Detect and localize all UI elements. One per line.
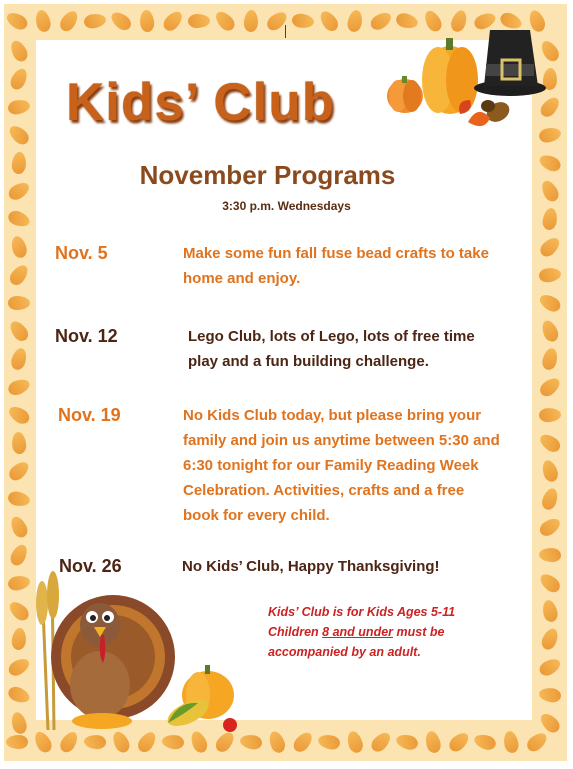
autumn-leaf-icon [539, 318, 560, 344]
autumn-leaf-icon [160, 8, 185, 34]
program-date: Nov. 26 [59, 556, 122, 576]
autumn-leaf-icon [8, 296, 30, 310]
autumn-leaf-icon [540, 458, 560, 483]
autumn-leaf-icon [524, 730, 550, 755]
autumn-leaf-icon [291, 13, 315, 30]
program-description: Make some fun fall fuse bead crafts to take home and enjoy. [183, 245, 489, 287]
autumn-leaf-icon [8, 66, 30, 92]
autumn-leaf-icon [9, 346, 29, 371]
autumn-leaf-icon [537, 375, 563, 400]
autumn-leaf-icon [395, 732, 420, 751]
autumn-leaf-icon [538, 267, 562, 284]
autumn-leaf-icon [539, 408, 561, 423]
autumn-leaf-icon [212, 8, 237, 34]
age-note: Kids’ Club is for Kids Ages 5-11 Children 8 and under must be accompanied by an adult. [268, 605, 456, 659]
autumn-leaf-icon [537, 234, 563, 259]
text-cursor [285, 25, 286, 38]
autumn-leaf-icon [346, 9, 364, 33]
program-date: Nov. 5 [55, 243, 108, 263]
autumn-leaf-icon [83, 12, 107, 29]
autumn-leaf-icon [188, 14, 210, 28]
autumn-leaf-icon [57, 8, 81, 34]
autumn-leaf-icon [6, 122, 32, 147]
autumn-leaf-icon [537, 431, 563, 455]
autumn-leaf-icon [424, 730, 443, 755]
program-date: Nov. 19 [58, 405, 121, 425]
autumn-leaf-icon [267, 729, 288, 754]
autumn-leaf-icon [537, 152, 563, 174]
autumn-leaf-icon [368, 729, 393, 755]
page-title: Kids’ Club [66, 73, 336, 132]
autumn-leaf-icon [446, 729, 472, 754]
autumn-leaf-icon [8, 38, 30, 64]
autumn-leaf-icon [11, 431, 27, 454]
small-pumpkin-icon [387, 76, 423, 113]
autumn-leaf-icon [538, 687, 562, 704]
autumn-leaf-icon [539, 547, 562, 562]
program-description: No Kids’ Club, Happy Thanksgiving! [182, 558, 440, 575]
autumn-leaf-icon [540, 486, 560, 511]
autumn-leaf-icon [7, 490, 31, 508]
autumn-leaf-icon [139, 9, 155, 32]
autumn-leaf-icon [264, 9, 290, 34]
autumn-leaf-icon [34, 9, 53, 34]
autumn-leaf-icon [317, 8, 341, 34]
autumn-leaf-icon [537, 571, 563, 596]
autumn-leaf-icon [539, 626, 561, 652]
autumn-leaf-icon [8, 514, 30, 540]
autumn-leaf-icon [537, 515, 563, 539]
page-subtitle: November Programs [139, 160, 396, 190]
apple-icon [223, 718, 237, 732]
autumn-leaf-icon [345, 729, 365, 754]
turkey-harvest-decoration [18, 565, 248, 740]
program-description: No Kids Club today, but please bring your family and join us anytime between 5:30 and 6:30 tonight for our Family Reading Week Celebration. Activities, crafts and a free book for every child. [183, 407, 500, 524]
autumn-leaf-icon [243, 10, 258, 33]
autumn-leaf-icon [472, 732, 497, 752]
autumn-leaf-icon [537, 291, 563, 314]
autumn-leaf-icon [7, 318, 31, 344]
autumn-leaf-icon [541, 599, 560, 624]
pumpkin-hat-decoration [380, 22, 550, 137]
autumn-leaf-icon [4, 9, 30, 32]
autumn-leaf-icon [6, 458, 32, 483]
autumn-leaf-icon [6, 377, 32, 398]
autumn-leaf-icon [6, 403, 32, 427]
autumn-leaf-icon [537, 656, 563, 679]
autumn-leaf-icon [7, 262, 31, 288]
autumn-leaf-icon [502, 730, 520, 754]
autumn-leaf-icon [317, 733, 341, 751]
autumn-leaf-icon [541, 347, 560, 372]
autumn-leaf-icon [7, 98, 31, 116]
program-date: Nov. 12 [55, 326, 118, 346]
program-description: Lego Club, lots of Lego, lots of free time play and a fun building challenge. [188, 328, 475, 370]
autumn-leaf-icon [108, 9, 134, 34]
autumn-leaf-icon [291, 729, 316, 755]
autumn-leaf-icon [9, 234, 29, 259]
pilgrim-hat-icon [474, 30, 546, 96]
program-time: 3:30 p.m. Wednesdays [222, 199, 351, 213]
turkey-icon [51, 595, 175, 729]
